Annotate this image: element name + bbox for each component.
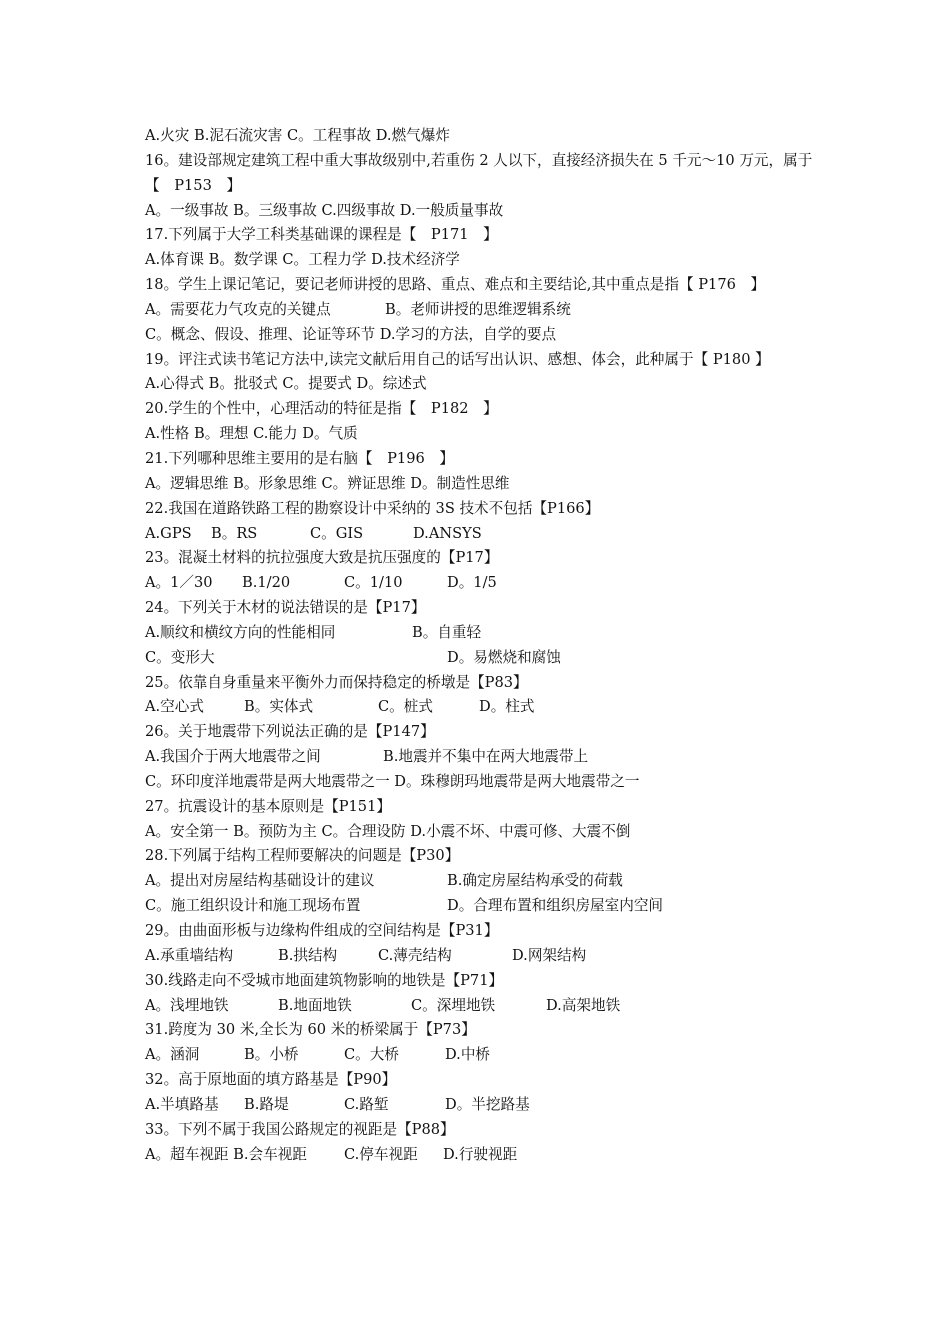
options-line (145, 571, 815, 596)
answer-option: D。柱式 (479, 698, 535, 716)
question-text: 22.我国在道路铁路工程的勘察设计中采纳的 3S 技术不包括【P166】 (145, 499, 600, 517)
answer-option: C。概念、假设、推理、论证等环节 D.学习的方法，自学的要点 (145, 325, 557, 343)
answer-option: A.我国介于两大地震带之间 (145, 748, 321, 766)
options-line (145, 1093, 815, 1118)
options-line (145, 695, 815, 720)
answer-option: D。合理布置和组织房屋室内空间 (447, 897, 664, 915)
question-text: 25。依靠自身重量来平衡外力而保持稳定的桥墩是【P83】 (145, 673, 528, 691)
answer-option: D。1/5 (447, 574, 497, 592)
options-line (145, 372, 815, 397)
options-line (145, 770, 815, 795)
answer-option: A。超车视距 B.会车视距 (145, 1145, 307, 1163)
answer-option: C。环印度洋地震带是两大地震带之一 D。珠穆朗玛地震带是两大地震带之一 (145, 772, 640, 790)
options-line (145, 1143, 815, 1168)
question-text: 32。高于原地面的填方路基是【P90】 (145, 1071, 397, 1089)
question-text: 30.线路走向不受城市地面建筑物影响的地铁是【P71】 (145, 971, 504, 989)
question-text: 21.下列哪种思维主要用的是右脑【 P196 】 (145, 449, 454, 467)
options-line (145, 124, 815, 149)
answer-option: C。深埋地铁 (411, 996, 496, 1014)
options-line (145, 422, 815, 447)
answer-option: A。提出对房屋结构基础设计的建议 (145, 872, 375, 890)
options-line (145, 646, 815, 671)
options-line (145, 472, 815, 497)
answer-option: B。RS (211, 524, 258, 542)
options-line (145, 522, 815, 547)
question-text: 20.学生的个性中，心理活动的特征是指【 P182 】 (145, 400, 498, 418)
answer-option: B。实体式 (244, 698, 314, 716)
answer-option: A.顺纹和横纹方向的性能相同 (145, 623, 336, 641)
question-text: 24。下列关于木材的说法错误的是【P17】 (145, 599, 426, 617)
answer-option: B.地面地铁 (278, 996, 352, 1014)
answer-option: C。变形大 (145, 648, 215, 666)
answer-option: A。安全第一 B。预防为主 C。合理设防 D.小震不坏、中震可修、大震不倒 (145, 822, 631, 840)
answer-option: D.高架地铁 (546, 996, 621, 1014)
answer-option: B.路堤 (244, 1095, 289, 1113)
options-line (145, 199, 815, 224)
answer-option: C.停车视距 (344, 1145, 418, 1163)
question-text: 16。建设部规定建筑工程中重大事故级别中,若重伤 2 人以下，直接经济损失在 5 千元～10 万元，属于【 P153 】 (145, 151, 813, 194)
answer-option: A.心得式 B。批驳式 C。提要式 D。综述式 (145, 375, 427, 393)
answer-option: C。施工组织设计和施工现场布置 (145, 897, 361, 915)
options-line (145, 248, 815, 273)
options-line (145, 745, 815, 770)
answer-option: C。1/10 (344, 574, 403, 592)
options-line (145, 994, 815, 1019)
answer-option: C。GIS (310, 524, 364, 542)
options-line (145, 820, 815, 845)
answer-option: D.中桥 (445, 1046, 491, 1064)
answer-option: A.火灾 B.泥石流灾害 C。工程事故 D.燃气爆炸 (145, 127, 450, 144)
question-list (145, 124, 815, 1167)
options-line (145, 1043, 815, 1068)
question-text: 18。学生上课记笔记，要记老师讲授的思路、重点、难点和主要结论,其中重点是指【 P176 】 (145, 276, 766, 294)
options-line (145, 869, 815, 894)
answer-option: A。1／30 (145, 574, 213, 592)
answer-option: D。易燃烧和腐蚀 (447, 648, 561, 666)
question-text: 17.下列属于大学工科类基础课的课程是【 P171 】 (145, 226, 498, 244)
question-text: 19。评注式读书笔记方法中,读完文献后用自己的话写出认识、感想、体会，此种属于【 P180 】 (145, 350, 770, 368)
options-line (145, 323, 815, 348)
answer-option: A。浅埋地铁 (145, 996, 229, 1014)
options-line (145, 621, 815, 646)
options-line (145, 298, 815, 323)
answer-option: D.网架结构 (512, 946, 587, 964)
options-line (145, 944, 815, 969)
answer-option: A。需要花力气攻克的关键点 (145, 300, 331, 318)
answer-option: A。逻辑思维 B。形象思维 C。辨证思维 D。制造性思维 (145, 474, 510, 492)
answer-option: A.承重墙结构 (145, 946, 234, 964)
answer-option: D.行驶视距 (443, 1145, 518, 1163)
answer-option: B.确定房屋结构承受的荷载 (447, 872, 623, 890)
answer-option: D。半挖路基 (445, 1095, 530, 1113)
answer-option: A.空心式 (145, 698, 204, 716)
question-text: 26。关于地震带下列说法正确的是【P147】 (145, 723, 435, 741)
options-line (145, 894, 815, 919)
answer-option: D.ANSYS (413, 524, 482, 542)
question-text: 33。下列不属于我国公路规定的视距是【P88】 (145, 1120, 455, 1138)
answer-option: B.地震并不集中在两大地震带上 (383, 748, 589, 766)
answer-option: C.路堑 (344, 1095, 389, 1113)
question-text: 28.下列属于结构工程师要解决的问题是【P30】 (145, 847, 460, 865)
answer-option: A。一级事故 B。三级事故 C.四级事故 D.一般质量事故 (145, 201, 504, 219)
answer-option: C。大桥 (344, 1046, 399, 1064)
answer-option: A。涵洞 (145, 1046, 200, 1064)
answer-option: A.性格 B。理想 C.能力 D。气质 (145, 425, 358, 443)
answer-option: B。自重轻 (412, 623, 482, 641)
answer-option: A.体育课 B。数学课 C。工程力学 D.技术经济学 (145, 251, 460, 269)
answer-option: C.薄壳结构 (378, 946, 452, 964)
answer-option: B.1/20 (242, 574, 291, 592)
answer-option: A.半填路基 (145, 1095, 219, 1113)
question-text: 29。由曲面形板与边缘构件组成的空间结构是【P31】 (145, 922, 499, 939)
answer-option: B。老师讲授的思维逻辑系统 (385, 300, 571, 318)
answer-option: B.拱结构 (278, 946, 338, 964)
question-text: 31.跨度为 30 米,全长为 60 米的桥梁属于【P73】 (145, 1021, 476, 1039)
answer-option: A.GPS (145, 524, 192, 542)
question-text: 23。混凝土材料的抗拉强度大致是抗压强度的【P17】 (145, 549, 499, 567)
answer-option: C。桩式 (378, 698, 433, 716)
answer-option: B。小桥 (244, 1046, 299, 1064)
question-text: 27。抗震设计的基本原则是【P151】 (145, 797, 391, 815)
